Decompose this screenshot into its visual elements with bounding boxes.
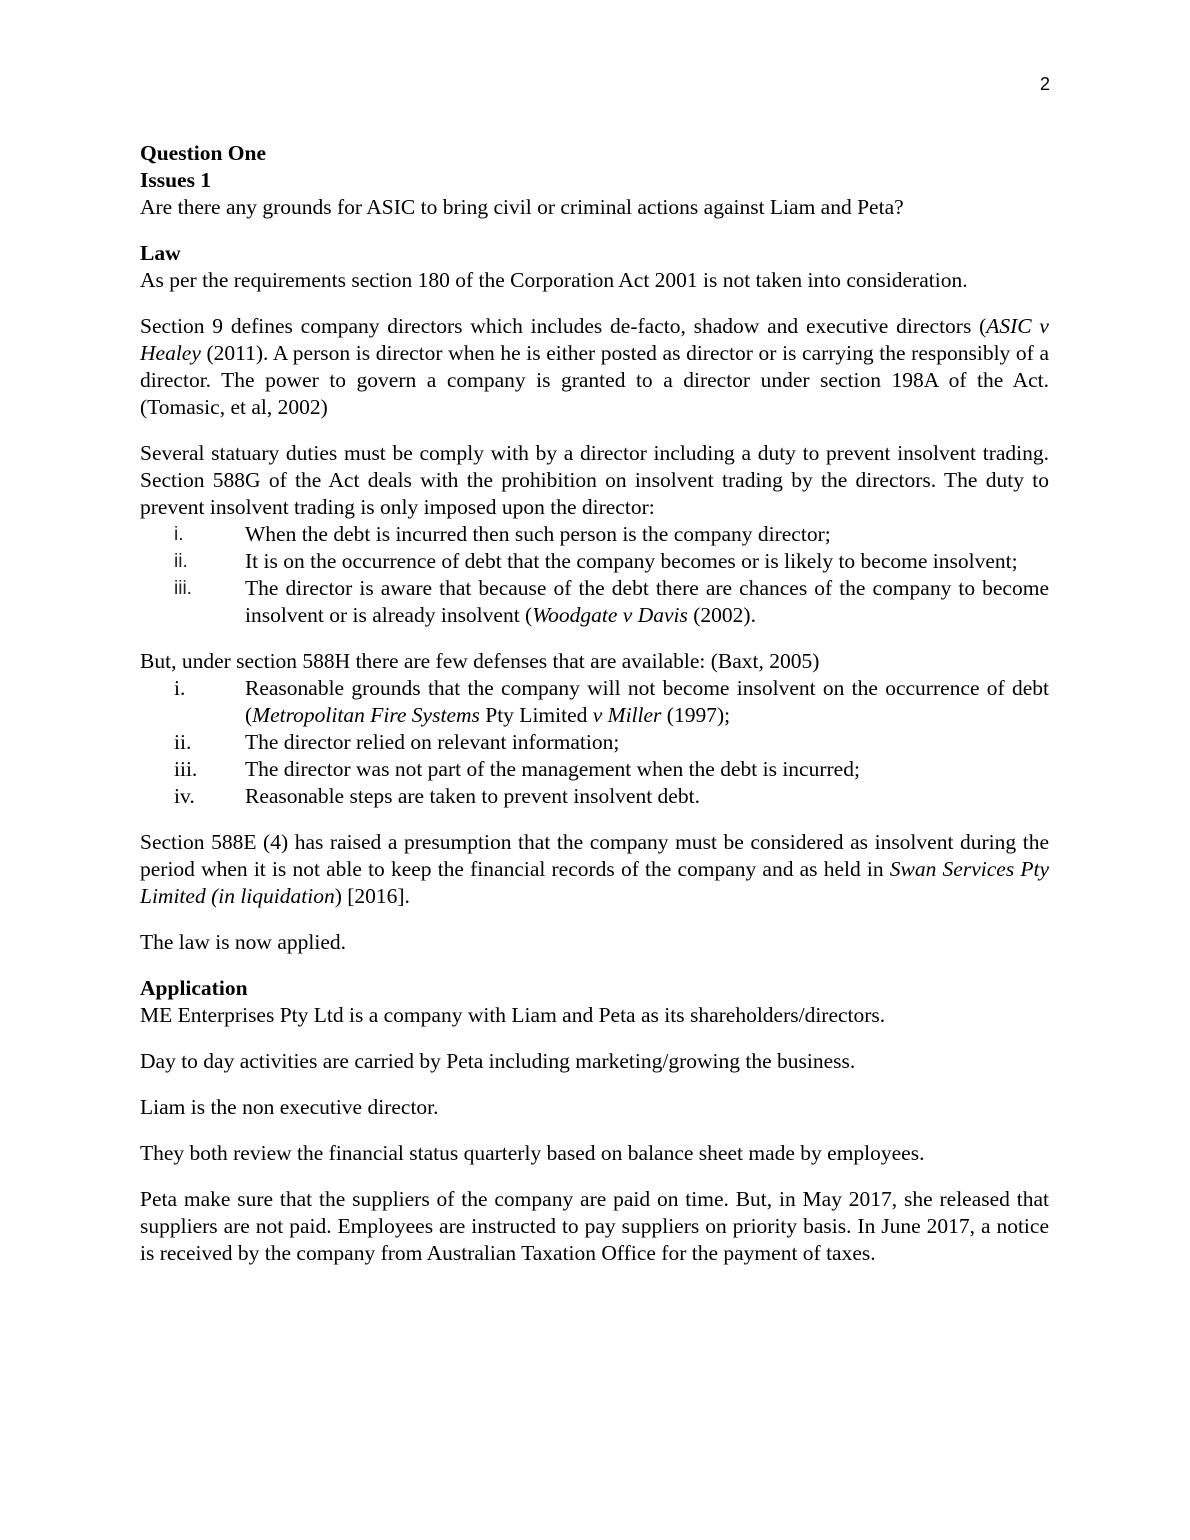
application-paragraph-2: Day to day activities are carried by Peta including marketing/growing the business. (140, 1049, 856, 1073)
document-body (140, 140, 1049, 1267)
question-title: Question One (140, 141, 267, 165)
case-citation-metropolitan-fire-systems: Metropolitan Fire Systems (252, 703, 480, 727)
list-item (140, 675, 1049, 729)
list-item-number: ii. (174, 551, 188, 572)
defenses-list (140, 675, 1049, 810)
case-citation-woodgate-v-davis: Woodgate v Davis (532, 603, 688, 627)
case-citation-swan-services: Swan Services Pty Limited (in liquidation (140, 857, 1049, 908)
list-item-text-part-a: The director is aware that because of the debt there are chances of the company to become insolvent or is already insolvent ( (245, 576, 1049, 627)
law-paragraph-1: As per the requirements section 180 of the Corporation Act 2001 is not taken into consideration. (140, 268, 968, 292)
page-number: 2 (1039, 74, 1050, 94)
law-paragraph-2-part-b: (2011). A person is director when he is either posted as director or is carrying the responsibly of a director. The power to govern a company is granted to a director under section 198A of the Act. (Tomasic, et al, 2002) (140, 341, 1049, 419)
list-item-text (245, 675, 1049, 729)
application-paragraph-3: Liam is the non executive director. (140, 1095, 439, 1119)
list-item-number: ii. (174, 730, 192, 754)
list-item (140, 756, 1049, 783)
list-item-number: iv. (174, 784, 195, 808)
list-item-text-part-a: Reasonable grounds that the company will not become insolvent on the occurrence of debt ( (245, 676, 1049, 727)
list-item-text: When the debt is incurred then such person is the company director; (245, 522, 831, 546)
list-item-text-part-c: (1997); (661, 703, 731, 727)
list-item (140, 548, 1049, 575)
list-item (140, 575, 1049, 629)
list-item-number: iii. (174, 757, 198, 781)
case-citation-asic-v-healey: ASIC v Healey (140, 314, 1049, 365)
list-item (140, 783, 1049, 810)
application-heading: Application (140, 976, 248, 1000)
law-paragraph-2-part-a: Section 9 defines company directors which includes de-facto, shadow and executive directors ( (140, 314, 987, 338)
list-item-text (245, 575, 1049, 629)
list-item-number: i. (174, 524, 184, 545)
issues-heading: Issues 1 (140, 168, 212, 192)
case-citation-v-miller: v Miller (592, 703, 662, 727)
list-item-number: iii. (174, 578, 192, 599)
list-item-number: i. (174, 676, 186, 700)
list-item-text: It is on the occurrence of debt that the company becomes or is likely to become insolvent; (245, 549, 1018, 573)
list-item-text-part-b: (2002). (687, 603, 756, 627)
law-paragraph-3: Several statuary duties must be comply with by a director including a duty to prevent insolvent trading. Section 588G of the Act deals with the prohibition on insolvent trading by the directors. The duty to prevent insolvent trading is only imposed upon the director: (140, 441, 1049, 519)
list-item-text: Reasonable steps are taken to prevent insolvent debt. (245, 784, 700, 808)
application-paragraph-1: ME Enterprises Pty Ltd is a company with Liam and Peta as its shareholders/directors. (140, 1003, 886, 1027)
law-heading: Law (140, 241, 181, 265)
list-item-text: The director was not part of the management when the debt is incurred; (245, 757, 860, 781)
law-paragraph-5-part-a: Section 588E (4) has raised a presumption that the company must be considered as insolvent during the period when it is not able to keep the financial records of the company and as held in (140, 830, 1049, 881)
list-item (140, 729, 1049, 756)
application-paragraph-5: Peta make sure that the suppliers of the company are paid on time. But, in May 2017, she released that suppliers are not paid. Employees are instructed to pay suppliers on priority basis. In June 2017, a notice is received by the company from Australian Taxation Office for the payment of taxes. (140, 1187, 1049, 1265)
list-item-text-part-b: Pty Limited (479, 703, 593, 727)
insolvent-trading-duty-list (140, 521, 1049, 629)
issues-text: Are there any grounds for ASIC to bring civil or criminal actions against Liam and Peta? (140, 195, 904, 219)
list-item-text: The director relied on relevant information; (245, 730, 620, 754)
law-paragraph-5 (140, 829, 1049, 910)
law-paragraph-6: The law is now applied. (140, 930, 346, 954)
law-paragraph-2 (140, 313, 1049, 421)
law-paragraph-4: But, under section 588H there are few defenses that are available: (Baxt, 2005) (140, 649, 820, 673)
law-paragraph-5-part-b: ) [2016]. (334, 884, 410, 908)
list-item (140, 521, 1049, 548)
application-paragraph-4: They both review the financial status quarterly based on balance sheet made by employees. (140, 1141, 925, 1165)
